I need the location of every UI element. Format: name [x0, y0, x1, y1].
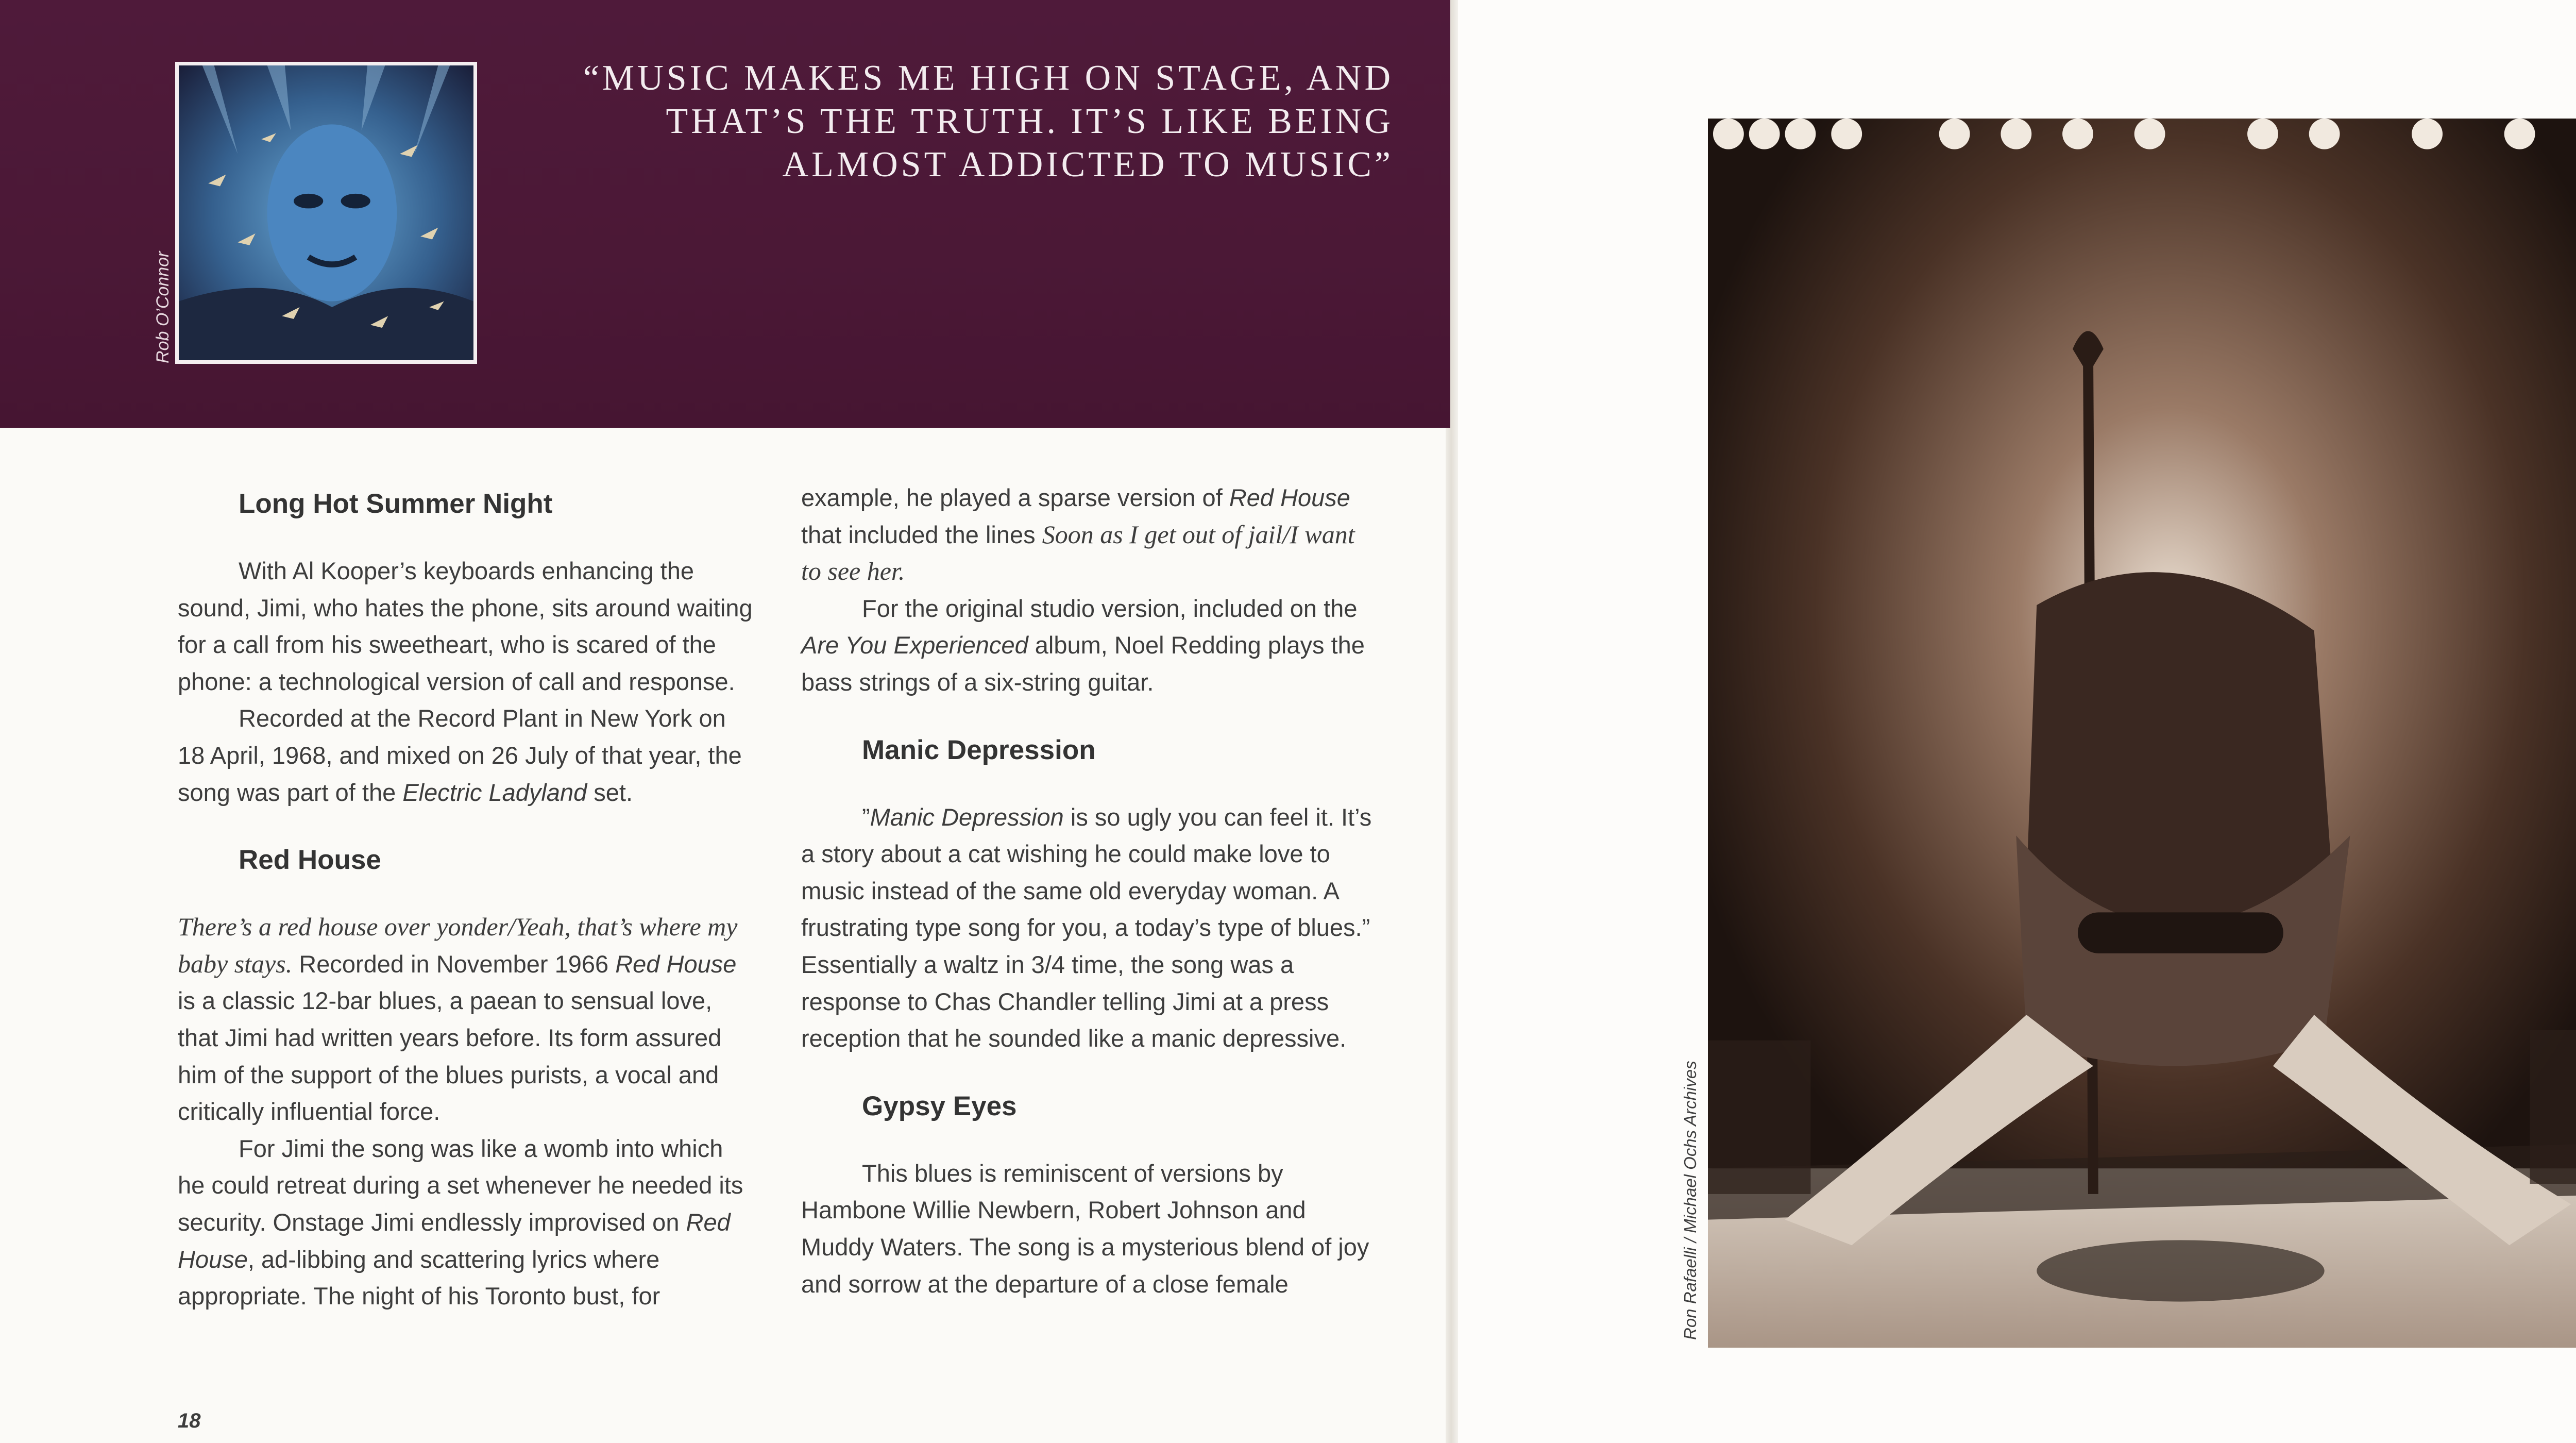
paragraph: For Jimi the song was like a womb into which he could retreat during a set whenever he needed its security. Onstage Jimi endlessly improvised on Red House, ad-libbing and scattering lyrics where appropriate. The night of his Toronto bust, for — [178, 1134, 743, 1310]
portrait-image — [175, 62, 477, 364]
photo-credit: Ron Rafaelli / Michael Ochs Archives — [1681, 1061, 1700, 1340]
concert-photo — [1708, 119, 2576, 1348]
paragraph: Recorded at the Record Plant in New York on 18 April, 1968, and mixed on 26 July of that year, the song was part of the Electric Ladyland set. — [178, 704, 742, 806]
paragraph: ”Manic Depression is so ugly you can feel it. It’s a story about a cat wishing he could make love to music instead of the same old everyday woman. A frustrating type song for you, a today’s type of blues.” Essentially a waltz in 3/4 time, the song was a response to Chas Chandler telling Jimi at a press reception that he sounded like a manic depressive. — [801, 803, 1372, 1052]
portrait-credit: Rob O’Connor — [153, 251, 173, 363]
pull-quote — [440, 57, 1394, 187]
left-text-column — [178, 479, 755, 1315]
quote-line: “MUSIC MAKES ME HIGH ON STAGE, AND — [583, 58, 1394, 98]
heading-gypsy-eyes: Gypsy Eyes — [862, 1090, 1017, 1121]
paragraph: With Al Kooper’s keyboards enhancing the sound, Jimi, who hates the phone, sits around waiting for a call from his sweetheart, who is scared of the phone: a technological version of call and response. — [178, 557, 753, 695]
paragraph: This blues is reminiscent of versions by Hambone Willie Newbern, Robert Johnson and Muddy Waters. The song is a mysterious blend of joy and sorrow at the departure of a close female — [801, 1159, 1369, 1298]
paragraph: There’s a red house over yonder/Yeah, that’s where my baby stays. Recorded in November 1966 Red House is a classic 12-bar blues, a paean to sensual love, that Jimi had written years before. Its form assured him of the support of the blues purists, a vocal and critically influential force. — [178, 912, 738, 1126]
heading-manic-depression: Manic Depression — [862, 734, 1096, 765]
header-band — [0, 0, 1450, 428]
heading-long-hot-summer-night: Long Hot Summer Night — [239, 489, 553, 519]
paragraph: example, he played a sparse version of Red House that included the lines Soon as I get out of jail/I want to see her. — [801, 484, 1355, 586]
paragraph: For the original studio version, included on the Are You Experienced album, Noel Redding plays the bass strings of a six-string guitar. — [801, 594, 1365, 696]
heading-red-house: Red House — [239, 845, 381, 876]
page-number-left: 18 — [178, 1410, 201, 1432]
quote-line: ALMOST ADDICTED TO MUSIC” — [782, 145, 1394, 184]
right-text-column — [801, 479, 1378, 1302]
quote-line: THAT’S THE TRUTH. IT’S LIKE BEING — [666, 102, 1394, 141]
